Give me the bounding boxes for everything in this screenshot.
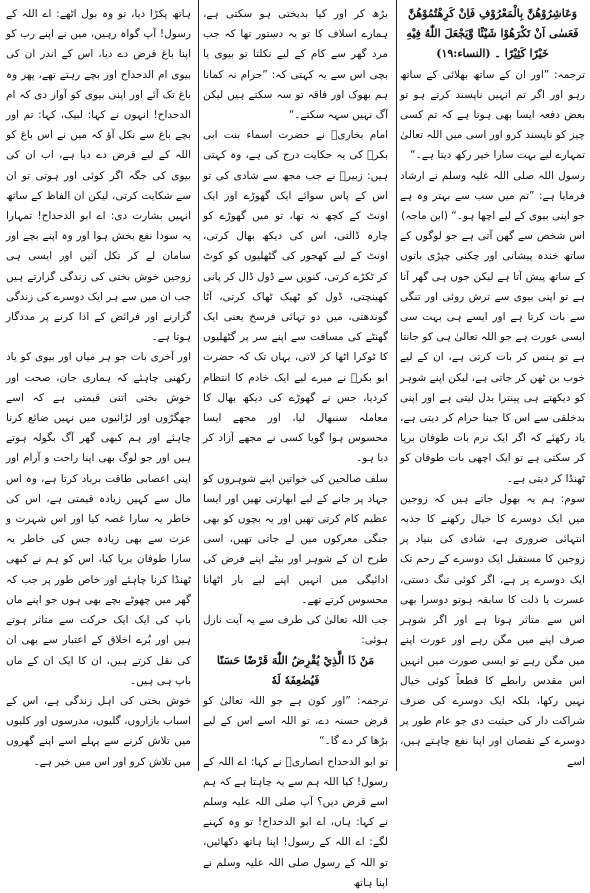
body-paragraph: ہاتھ پکڑا دیا، تو وہ بول اٹھے: اے اللہ کے رسول! آپ گواہ رہیں، میں نے اپنے رب کو اپنا باغ قرض دے دیا، اس کے اندر ان کی بیوی ام الدحداح اور بچے رہتے تھے، پھر وہ باغ تک آئے اور اپنی بیوی کو آواز دی کہ ام الدحداح! انہوں نے کہا: لبیک، کہا: تم اور بچے باغ سے نکل آؤ کہ میں نے اس باغ کو اللہ کے لیے قرض دے دیا ہے، اب ان کی بیوی کی جگہ اگر کوئی اور ہوتی تو ان سے شکایت کرتی، لیکن ان الفاظ کے ساتھ انہیں بشارت دی: اے ابو الدحداح! تمہارا یہ سودا نفع بخش ہوا اور وہ اپنے بچے اور سامان لے کر نکل آئیں اور ایسی ہی زوجین خوش بختی کی زندگی گزارتے ہیں جب ان میں سے ہر ایک دوسرے کی زندگی گزارنے اور فرائض کے ادا کرنے پر مددگار ہوتا ہے۔ (6, 8, 191, 344)
verse-translation: ترجمہ: ”اور ان کے ساتھ بھلائی کے ساتھ رہو اور اگر تم انہیں ناپسند کرتے ہو تو بعض دفعہ ایسا بھی ہوتا ہے کہ تم کسی چیز کو ناپسند کرو اور اسی میں اللہ تعالیٰ تمہارے لیے بہت سارا خیر رکھ دیتا ہے۔“ (400, 68, 585, 162)
body-paragraph: بڑھ کر اور کیا بدبختی ہو سکتی ہے، ہمارے اسلاف کا تو یہ دستور تھا کہ جب مرد گھر سے کام کے لیے نکلتا تو بیوی یا بچی اس سے یہ کہتی کہ: ”حرام نہ کمانا ہم بھوک اور فاقہ تو سہ سکتے ہیں لیکن آگ نہیں سہہ سکتے۔“ (203, 8, 388, 122)
body-paragraph: خوش بختی کی اہل زندگی ہے، اس کے اسباب بازاروں، گلیوں، مدرسوں اور کلبوں میں تلاش کرنے سے پہلے اسے اپنے گھروں میں تلاش کرو اور اس میں خیر ہے۔ (6, 694, 191, 768)
column-left (6, 4, 191, 772)
body-paragraph: امام بخاریؒ نے حضرت اسماء بنت ابی بکرؓ کی یہ حکایت درج کی ہے، وہ کہتی ہیں: زبیرؓ نے جب مجھ سے شادی کی تو اس کے پاس سوائے ایک گھوڑے اور ایک اونٹ کے کچھ نہ تھا، تو میں گھوڑے کو چارہ ڈالتی، اس کی دیکھ بھال کرتی، اونٹ کے لیے کھجور کی گٹھلیوں کو کوٹ کر ٹکڑے کرتی، کنویں سے ڈول ڈال کر پانی کھینچتی، ڈول کو ٹھیک ٹھاک کرتی، آٹا گوندھتی، میں دو تہائی فرسخ یعنی ایک گھنٹے کی مسافت سے اپنے سر پر گٹھلیوں کا ٹوکرا اٹھا کر لاتی، یہاں تک کہ حضرت ابو بکرؓ نے میرے لیے ایک خادم کا انتظام کردیا، جس نے گھوڑے کی دیکھ بھال کا معاملہ سنبھال لیا، اور مجھے ایسا محسوس ہوا گویا کسی نے مجھے آزاد کر دیا ہو۔ (203, 129, 388, 465)
body-paragraph: اور آخری بات جو ہر میاں اور بیوی کو یاد رکھنی چاہئے کہ ہماری جان، صحت اور خوش بختی اتنی قیمتی ہے کہ اسے جھگڑوں اور لڑائیوں میں نہیں ضائع کرنا چاہئے اور ہم کبھی گھر آگ بگولہ ہوتے ہیں اور جو لوگ بھی اپنا راحت و آرام اور اپنی اعصابی طاقت برباد کرتا ہے، وہ اس مال سے کہیں زیادہ قیمتی ہے، اس کی خاطر یہ سارا غصہ کیا اور اس شہرت و عزت سے بھی زیادہ جس کی خاطر یہ سارا طوفان برپا کیا، اس کو ہم نے کبھی ٹھنڈا کرنا چاہئے اور خاص طور پر جب کہ گھر میں چھوٹے بچے بھی ہوں جو اپنے ماں باپ کی ایک ایک حرکت سے متاثر ہوتے ہیں اور بُرے اخلاق کے اعتبار سے بھی ان کی نقل کرتے ہیں، ان کا ایک ان کے ماں باپ ہی ہیں۔ (6, 351, 191, 687)
quran-verse: مَنْ ذَا الَّذِيْ يُقْرِضُ اللّٰهَ قَرْضًا حَسَنًا فَيُضٰعِفَهٗ لَهٗ (216, 653, 375, 687)
body-paragraph: اس شخص سے گھن آتی ہے جو لوگوں کے ساتھ خندہ پیشانی اور چکنی چپڑی باتوں کے ساتھ پیش آتا ہے لیکن جوں ہی گھر آتا ہے تو اپنی بیوی سے ترش روئی اور تنگی سے بات کرتا ہے اور ایسے ہی بہت سی ایسی عورت ہے جو اللہ تعالیٰ ہی کو جانتا ہے تو ہنس کر بات کرتی ہے، ان کے لیے خوب بن ٹھن کر جاتی ہے، لیکن اپنے شوہر کو دیکھتے ہی پینترا بدل لیتی ہے اور اپنی بدخلقی سے اس کا جینا حرام کر دیتی ہے، یاد رکھئے کہ اگر ایک نرم بات طوفان برپا کر سکتی ہے تو ایک اچھی بات طوفان کو ٹھنڈا کر دیتی ہے۔ (400, 230, 585, 485)
quran-verse-nisa: وَعَاشِرُوْهُنَّ بِالْمَعْرُوْفِ فَاِنْ كَرِهْتُمُوْهُنَّ فَعَسٰى اَنْ تَكْرَهُوْا شَيْئًا وَّيَجْعَلَ اللّٰهُ فِيْهِ خَيْرًا كَثِيْرًا ۔ (النساء:۱۹) (406, 7, 579, 61)
column-right (400, 4, 585, 772)
body-paragraph: سوم: ہم یہ بھول جاتے ہیں کہ زوجین میں ایک دوسرے کا خیال رکھنے کا جذبہ انتہائی ضروری ہے، شادی کی بنیاد پر زوجین کا مستقبل ایک دوسرے کے رحم تک ایک دوسرے پر ہے، اگر کوئی تنگ دستی، عسرت یا ذلت کا سابقہ ہوتو دوسرا بھی اس سے متاثر ہوتا ہے اور اگر شوہر صرف اپنے میں مگن رہے اور عورت اپنے میں مگن رہے تو ایسی صورت میں انہیں اس مقدس رابطے کا قطعاً کوئی خیال نہیں رکھا، بلکہ ایک دوسرے کی صرف شراکت دار کی حیثیت دی جو عام طور پر دوسرے کے نقصان اور اپنا نفع چاہتے ہیں، اسے (400, 492, 585, 768)
column-divider (396, 0, 397, 771)
verse-translation: ترجمہ: ”اور کون ہے جو اللہ تعالیٰ کو قرض حسنہ دے، تو اللہ اسے اس کے لیے بڑھا کر دے گا۔“ (203, 694, 388, 748)
body-paragraph: تو ابو الدحداح انصاریؓ نے کہا: اے اللہ کے رسول! کیا اللہ ہم سے یہ چاہتا ہے کہ ہم اسے قرض دیں؟ آپ صلی اللہ علیہ وسلم نے کہا: ہاں، اے ابو الدحداح! تو وہ کہنے لگے: اے اللہ کے رسول! اپنا ہاتھ دکھائیں، تو اللہ کے رسول صلی اللہ علیہ وسلم نے اپنا ہاتھ (203, 755, 388, 889)
column-middle (203, 4, 388, 893)
column-divider (198, 0, 199, 771)
body-paragraph: سلف صالحین کی خواتین اپنے شوہروں کو جہاد پر جانے کے لیے ابھارتی تھیں اور ایسا عظیم کام کرتی تھیں اور یہ بچوں کو بھی جنگی معرکوں میں لے جاتی تھیں، اسی طرح ان کے شوہر اور بیٹے اپنے فرض کی ادائیگی میں انہیں اپنے لیے بار اٹھانا محسوس کرتے تھے۔ (203, 472, 388, 606)
body-paragraph: جب اللہ تعالیٰ کی طرف سے یہ آیت نازل ہوئی: (203, 614, 388, 647)
hadith-paragraph: رسول اللہ صلی اللہ علیہ وسلم نے ارشاد فرمایا ہے: ”تم میں سب سے بہتر وہ ہے جو اپنی بیوی کے لیے اچھا ہو۔“ (ابن ماجہ) (400, 169, 585, 223)
